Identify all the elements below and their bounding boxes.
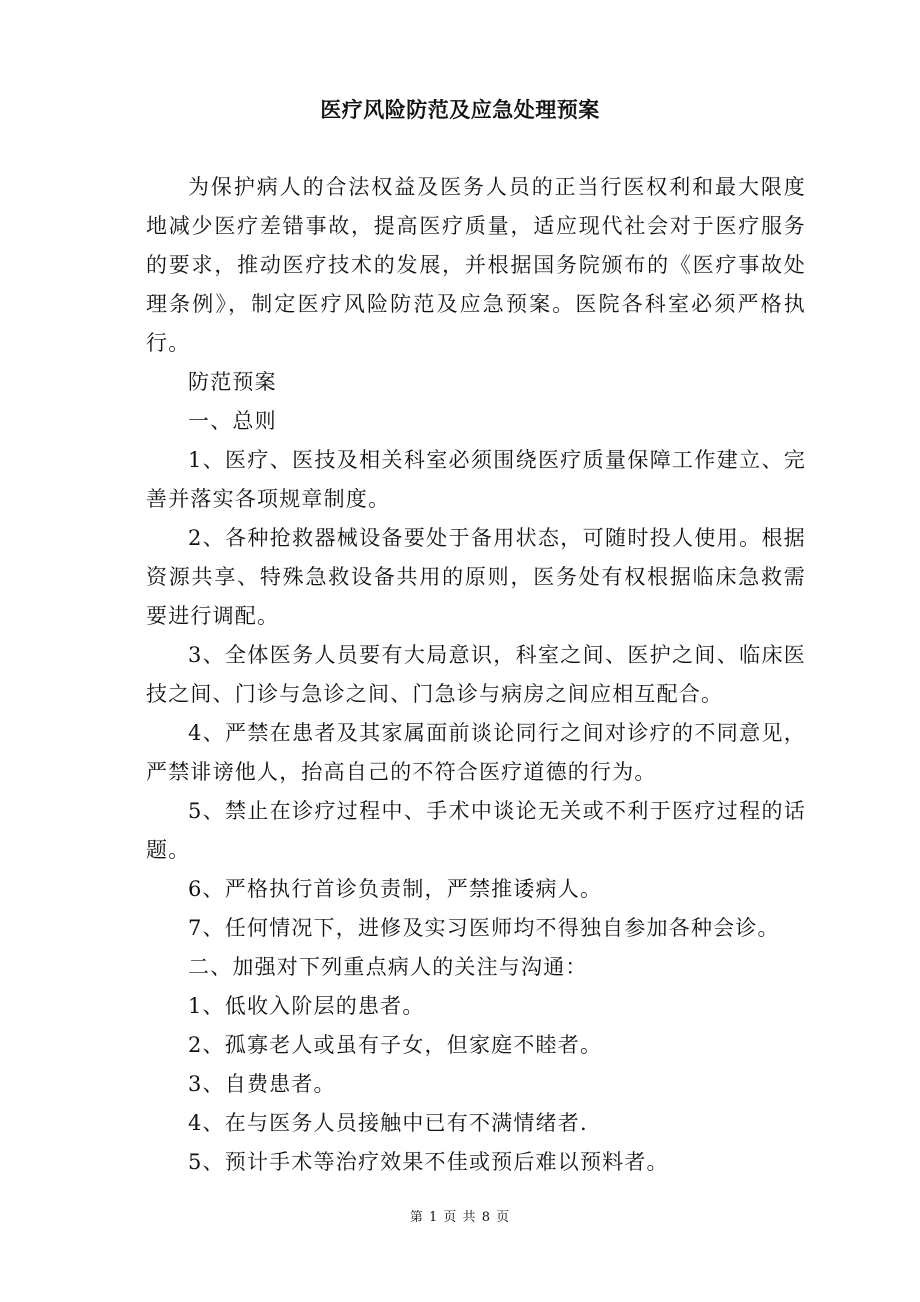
patient-item-5: 5、预计手术等治疗效果不佳或预后难以预料者。 — [188, 1150, 669, 1174]
document-body — [146, 168, 806, 1182]
rule-item-3: 3、全体医务人员要有大局意识，科室之间、医护之间、临床医技之间、门诊与急诊之间、门急诊与病房之间应相互配合。 — [146, 643, 806, 706]
patient-item-3: 3、自费患者。 — [188, 1072, 336, 1096]
intro-paragraph: 为保护病人的合法权益及医务人员的正当行医权利和最大限度地减少医疗差错事故，提高医疗质量，适应现代社会对于医疗服务的要求，推动医疗技术的发展，并根据国务院颁布的《医疗事故处理条例》，制定医疗风险防范及应急预案。医院各科室必须严格执行。 — [146, 175, 806, 355]
rule-item-5: 5、禁止在诊疗过程中、手术中谈论无关或不利于医疗过程的话题。 — [146, 799, 806, 862]
rule-item-1: 1、医疗、医技及相关科室必须围绕医疗质量保障工作建立、完善并落实各项规章制度。 — [146, 448, 806, 511]
patient-item-1: 1、低收入阶层的患者。 — [188, 994, 425, 1018]
section-heading-general-rules: 一、总则 — [188, 409, 277, 433]
patient-item-2: 2、孤寡老人或虽有子女，但家庭不睦者。 — [188, 1033, 603, 1057]
patient-item-4: 4、在与医务人员接触中已有不满情绪者. — [188, 1111, 588, 1135]
section-heading-prevention-plan: 防范预案 — [188, 370, 277, 394]
document-title: 医疗风险防范及应急处理预案 — [320, 97, 600, 122]
rule-item-2: 2、各种抢救器械设备要处于备用状态，可随时投人使用。根据资源共享、特殊急救设备共用的原则，医务处有权根据临床急救需要进行调配。 — [146, 526, 806, 628]
section-heading-key-patients: 二、加强对下列重点病人的关注与沟通： — [188, 955, 588, 979]
rule-item-7: 7、任何情况下，进修及实习医师均不得独自参加各种会诊。 — [188, 916, 780, 940]
rule-item-6: 6、严格执行首诊负责制，严禁推诿病人。 — [188, 877, 603, 901]
rule-item-4: 4、严禁在患者及其家属面前谈论同行之间对诊疗的不同意见，严禁诽谤他人，抬高自己的不符合医疗道德的行为。 — [146, 721, 806, 784]
page-number-footer: 第 1 页 共 8 页 — [409, 1210, 511, 1225]
